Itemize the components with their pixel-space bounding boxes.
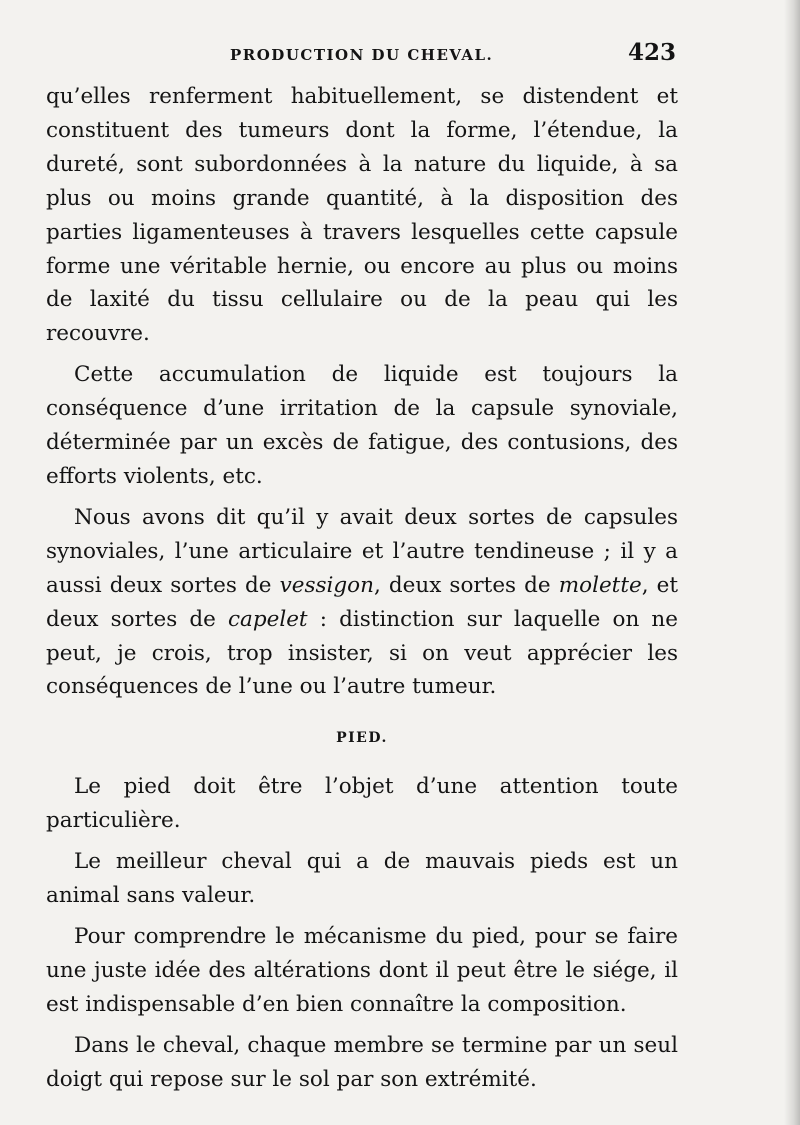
paragraph-5: Le meilleur cheval qui a de mauvais pieds est un animal sans valeur. [46,849,678,909]
paragraph-1: qu’elles renferment habituellement, se distendent et constituent des tumeurs dont la forme, l’étendue, la dureté, sont subordonnées à la nature du liquide, à sa plus ou moins grande quantité, à la disposition des parties ligamenteuses à travers lesquelles cette capsule forme une véritable hernie, ou encore au plus ou moins de laxité du tissu cellulaire ou de la peau qui les recouvre. [46,84,678,347]
paragraph-3-text-b: , deux sortes de [373,572,559,598]
paragraph-3 [46,501,678,704]
paragraph-7: Dans le cheval, chaque membre se termine par un seul doigt qui repose sur le sol par son extrémité. [46,1032,678,1092]
paragraph-4: Le pied doit être l’objet d’une attention toute particulière. [46,774,678,834]
paragraph-2: Cette accumulation de liquide est toujours la conséquence d’une irritation de la capsule synoviale, déterminée par un excès de fatigue, des contusions, des efforts violents, etc. [46,362,678,489]
term-capelet: capelet [227,606,308,632]
page-number: 423 [628,39,677,66]
paragraph-3-text-c: , et deux sortes de [46,572,678,632]
term-vessigon: vessigon [279,572,374,598]
paragraph-6: Pour comprendre le mécanisme du pied, pour se faire une juste idée des altérations dont il peut être le siége, il est indispensable d’en bien connaître la composition. [46,923,678,1017]
paragraph-3-text-d: : distinction sur laquelle on ne peut, je crois, trop insister, si on veut apprécier les conséquences de l’une ou l’autre tumeur. [46,606,678,700]
section-heading: PIED. [336,730,388,747]
term-molette: molette [558,572,642,598]
running-head: PRODUCTION DU CHEVAL. [230,46,494,64]
body-text [46,80,678,1103]
paragraph-3-text-a: Nous avons dit qu’il y avait deux sortes de capsules synoviales, l’une articulaire et l’autre tendineuse ; il y a aussi deux sortes de [46,504,678,598]
